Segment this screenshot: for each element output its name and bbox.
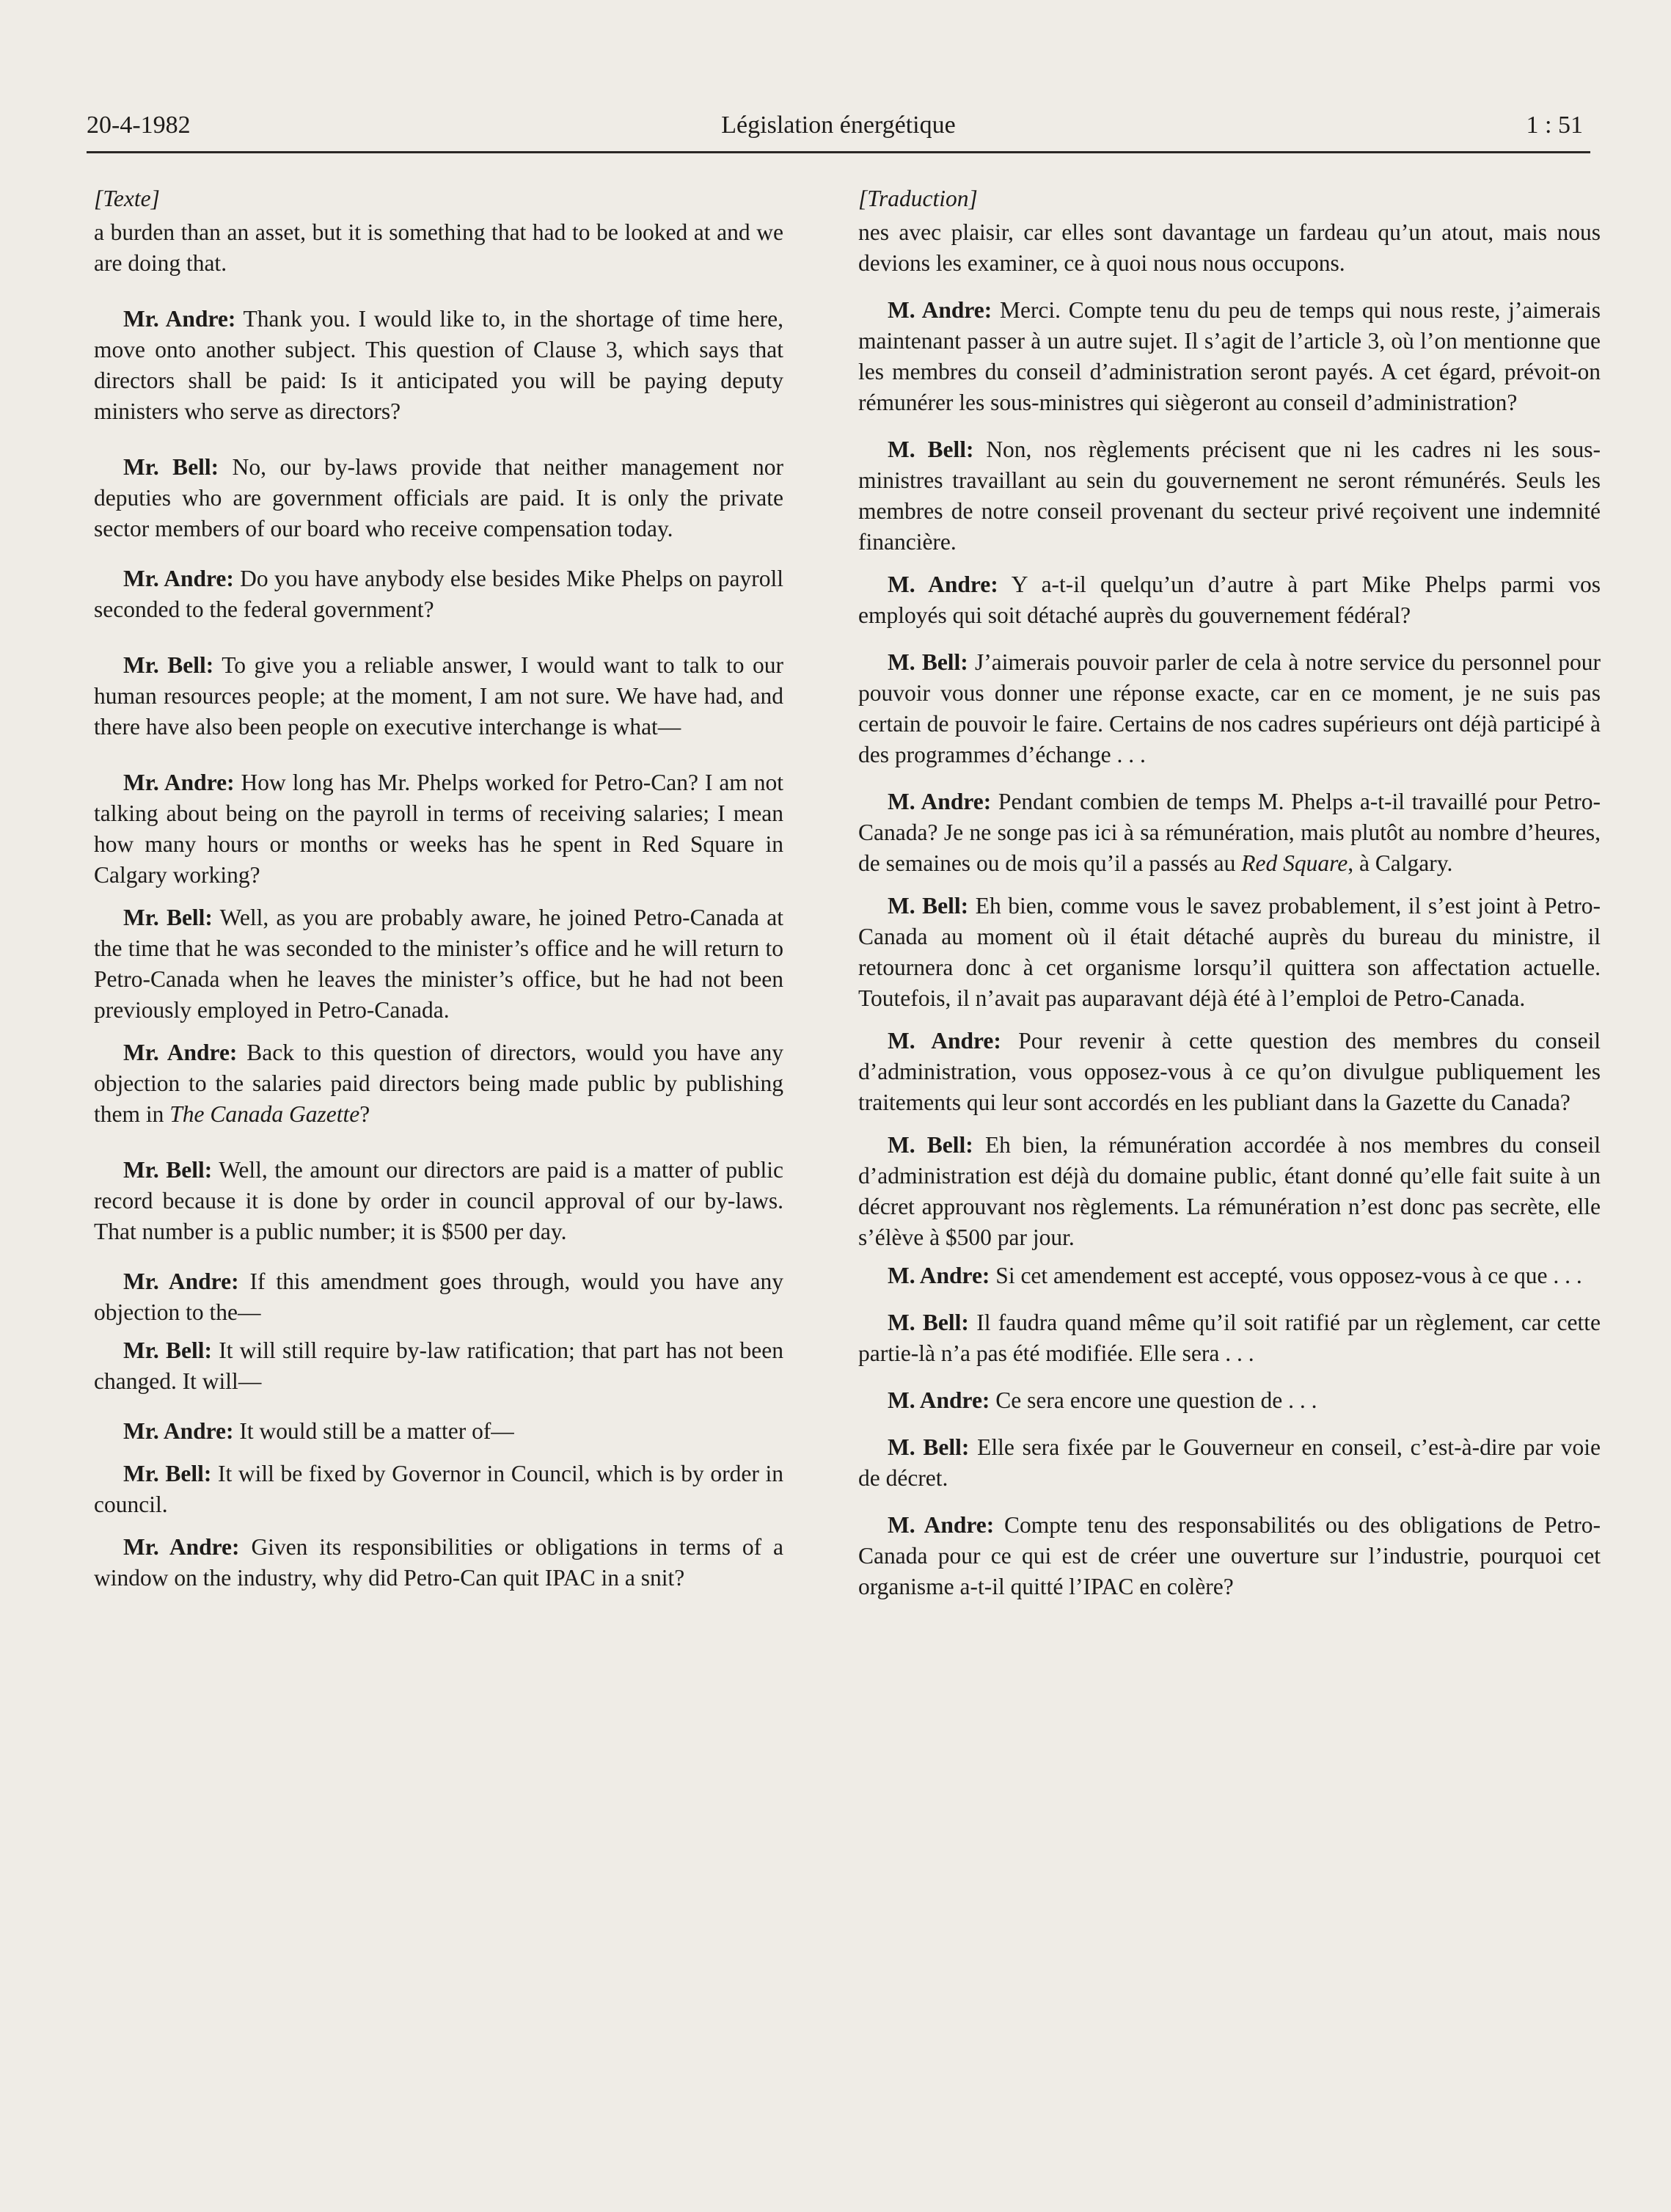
- speech-paragraph: [94, 1266, 783, 1328]
- speaker-name: M. Andre:: [888, 1512, 995, 1538]
- english-column: [94, 183, 783, 1594]
- speaker-name: M. Bell:: [888, 1434, 970, 1460]
- page-number: 1 : 51: [1526, 112, 1583, 139]
- speaker-name: M. Andre:: [888, 297, 992, 323]
- speech-text: Well, as you are probably aware, he joined Petro-Canada at the time that he was seconded to the minister’s office and he will return to Petro-Canada when he leaves the minister’s office, but he had not been previously employed in Petro-Canada.: [94, 905, 783, 1023]
- speech-paragraph: [858, 1432, 1601, 1494]
- speech-paragraph: [858, 295, 1601, 418]
- speech-text: If this amendment goes through, would you have any objection to the—: [94, 1269, 783, 1325]
- language-marker: [Traduction]: [858, 186, 978, 211]
- speaker-name: Mr. Andre:: [123, 566, 234, 591]
- speech-text: Non, nos règlements précisent que ni les cadres ni les sous-ministres travaillant au sein du gouvernement ne seront rémunérés. Seuls les membres de notre conseil provenant du secteur privé reçoivent une indemnité financière.: [858, 437, 1601, 555]
- speech-text: Thank you. I would like to, in the shortage of time here, move onto another subject. This question of Clause 3, which says that directors shall be paid: Is it anticipated you will be paying deputy ministers who serve as directors?: [94, 306, 783, 424]
- speaker-name: M. Bell:: [888, 893, 969, 919]
- speech-paragraph: [94, 767, 783, 891]
- speech-text: Ce sera encore une question de . . .: [995, 1387, 1317, 1413]
- speech-paragraph: [858, 1510, 1601, 1602]
- speech-paragraph: [94, 1532, 783, 1594]
- speech-text: Si cet amendement est accepté, vous opposez-vous à ce que . . .: [995, 1263, 1582, 1288]
- speech-text: Y a-t-il quelqu’un d’autre à part Mike Phelps parmi vos employés qui soit détaché auprès du gouvernement fédéral?: [858, 572, 1601, 628]
- speech-text: Well, the amount our directors are paid is a matter of public record because it is done by order in council approval of our by-laws. That number is a public number; it is $500 per day.: [94, 1157, 784, 1244]
- speech-paragraph: [94, 563, 783, 625]
- speech-text: To give you a reliable answer, I would want to talk to our human resources people; at the moment, I am not sure. We have had, and there have also been people on executive interchange is what—: [94, 652, 783, 740]
- speech-text: J’aimerais pouvoir parler de cela à notre service du personnel pour pouvoir vous donner une réponse exacte, car en ce moment, je ne suis pas certain de pouvoir le faire. Certains de nos cadres supérieurs ont déjà participé à des programmes d’échange . . .: [858, 649, 1601, 767]
- speaker-name: Mr. Andre:: [123, 1040, 238, 1065]
- speaker-name: Mr. Bell:: [123, 454, 219, 480]
- speech-text: Il faudra quand même qu’il soit ratifié par un règlement, car cette partie-là n’a pas été modifiée. Elle sera . . .: [858, 1310, 1601, 1366]
- speech-paragraph: [858, 569, 1601, 631]
- speaker-name: M. Bell:: [888, 649, 968, 675]
- speech-list: [858, 295, 1601, 1602]
- running-header: [87, 109, 1590, 153]
- speech-text: Eh bien, comme vous le savez probablement, il s’est joint à Petro-Canada au moment où il était détaché auprès du bureau du ministre, il retournera donc à cet organisme lorsqu’il quittera son affectation actuelle. Toutefois, il n’avait pas auparavant déjà été à l’emploi de Petro-Canada.: [858, 893, 1601, 1011]
- speaker-name: M. Andre:: [888, 1263, 990, 1288]
- italic-title: The Canada Gazette: [169, 1101, 360, 1127]
- header-title: Législation énergétique: [721, 112, 956, 139]
- speaker-name: M. Bell:: [888, 1310, 969, 1335]
- continued-paragraph: nes avec plaisir, car elles sont davantage un fardeau qu’un atout, mais nous devions les examiner, ce à quoi nous nous occupons.: [858, 219, 1601, 276]
- speech-paragraph: [858, 891, 1601, 1014]
- speaker-name: M. Bell:: [888, 437, 974, 462]
- speech-paragraph: [858, 1130, 1601, 1253]
- speech-paragraph: [94, 1416, 783, 1447]
- speaker-name: M. Andre:: [888, 1028, 1001, 1054]
- speech-paragraph: [858, 434, 1601, 558]
- speech-text: Eh bien, la rémunération accordée à nos membres du conseil d’administration est déjà du domaine public, étant donné qu’elle fait suite à un décret approuvant nos règlements. La rémunération n’est donc pas secrète, elle s’élève à $500 par jour.: [858, 1132, 1601, 1250]
- speaker-name: Mr. Bell:: [123, 1337, 212, 1363]
- speaker-name: M. Andre:: [888, 789, 992, 814]
- speech-list: [94, 304, 783, 1594]
- speech-text: It will still require by-law ratification; that part has not been changed. It will—: [94, 1337, 784, 1394]
- speaker-name: Mr. Andre:: [123, 1534, 240, 1560]
- continued-paragraph: a burden than an asset, but it is something that had to be looked at and we are doing that.: [94, 219, 783, 276]
- speech-paragraph: [94, 1335, 783, 1397]
- speech-text: Back to this question of directors, would you have any objection to the salaries paid directors being made public by publishing them in: [94, 1040, 784, 1127]
- speech-paragraph: [94, 1459, 783, 1520]
- speech-paragraph: [94, 650, 783, 742]
- speech-paragraph: [94, 452, 783, 544]
- speaker-name: M. Andre:: [888, 1387, 990, 1413]
- speaker-name: Mr. Bell:: [123, 905, 213, 930]
- speaker-name: Mr. Bell:: [123, 1157, 213, 1183]
- language-marker: [Texte]: [94, 186, 160, 211]
- speaker-name: Mr. Andre:: [123, 306, 236, 332]
- speech-paragraph: [858, 1385, 1601, 1416]
- speech-text: Pour revenir à cette question des membres du conseil d’administration, vous opposez-vous à ce qu’on divulgue publiquement les traitements qui leur sont accordés en les publiant dans la Gazette du Canada?: [858, 1028, 1601, 1115]
- speech-text: Merci. Compte tenu du peu de temps qui nous reste, j’aimerais maintenant passer à un autre sujet. Il s’agit de l’article 3, où l’on mentionne que les membres du conseil d’administration seront payés. A cet égard, prévoit-on rémunérer les sous-ministres qui siègeront au conseil d’administration?: [858, 297, 1601, 415]
- speaker-name: Mr. Andre:: [123, 1269, 239, 1294]
- speech-text: Pendant combien de temps M. Phelps a-t-il travaillé pour Petro-Canada? Je ne songe pas ici à sa rémunération, mais plutôt au nombre d’heures, de semaines ou de mois qu’il a passés au: [858, 789, 1601, 876]
- italic-title: Red Square: [1241, 850, 1348, 876]
- speech-paragraph: [858, 1260, 1601, 1291]
- speech-text: Elle sera fixée par le Gouverneur en conseil, c’est-à-dire par voie de décret.: [858, 1434, 1601, 1491]
- french-column: [858, 183, 1601, 1602]
- speech-text-tail: , à Calgary.: [1348, 850, 1453, 876]
- speech-text: Do you have anybody else besides Mike Phelps on payroll seconded to the federal government?: [94, 566, 783, 622]
- speaker-name: Mr. Bell:: [123, 1461, 212, 1486]
- speech-text: It would still be a matter of—: [239, 1418, 514, 1444]
- speech-paragraph: [94, 902, 783, 1026]
- speech-paragraph: [858, 1026, 1601, 1118]
- header-date: 20-4-1982: [87, 112, 191, 139]
- speech-text: Compte tenu des responsabilités ou des obligations de Petro-Canada pour ce qui est de créer une ouverture sur l’industrie, pourquoi cet organisme a-t-il quitté l’IPAC en colère?: [858, 1512, 1601, 1599]
- speech-text-tail: ?: [359, 1101, 370, 1127]
- speech-paragraph: [94, 1155, 783, 1247]
- speaker-name: Mr. Andre:: [123, 1418, 234, 1444]
- speech-paragraph: [94, 304, 783, 427]
- speech-paragraph: [858, 647, 1601, 770]
- speaker-name: Mr. Bell:: [123, 652, 214, 678]
- speech-text: It will be fixed by Governor in Council, which is by order in council.: [94, 1461, 784, 1517]
- speech-text: How long has Mr. Phelps worked for Petro-Can? I am not talking about being on the payroll in terms of receiving salaries; I mean how many hours or months or weeks has he spent in Red Square in Calgary working?: [94, 770, 783, 888]
- speech-paragraph: [858, 1307, 1601, 1369]
- speaker-name: Mr. Andre:: [123, 770, 235, 795]
- speaker-name: M. Bell:: [888, 1132, 973, 1158]
- speech-paragraph: [94, 1037, 783, 1130]
- speech-text: No, our by-laws provide that neither management nor deputies who are government officials are paid. It is only the private sector members of our board who receive compensation today.: [94, 454, 783, 541]
- speech-text: Given its responsibilities or obligations in terms of a window on the industry, why did Petro-Can quit IPAC in a snit?: [94, 1534, 783, 1591]
- speech-paragraph: [858, 786, 1601, 879]
- speaker-name: M. Andre:: [888, 572, 998, 597]
